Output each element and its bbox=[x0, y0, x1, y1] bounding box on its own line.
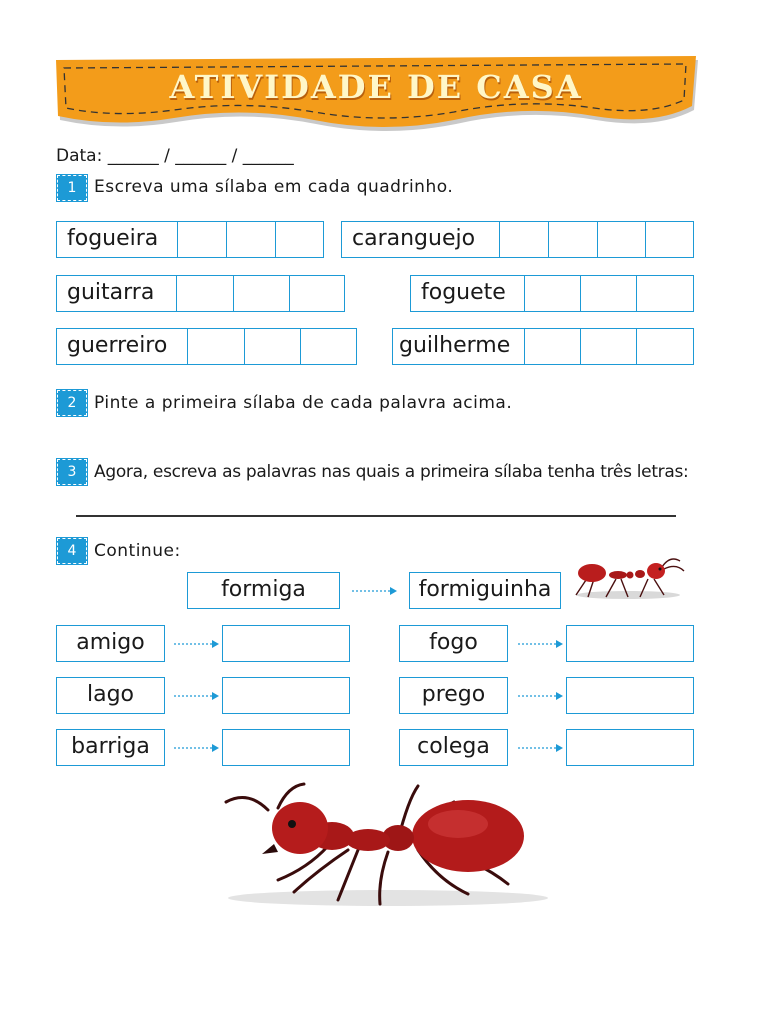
syllable-cell[interactable] bbox=[227, 222, 276, 257]
answer-box-amigo[interactable] bbox=[222, 625, 350, 662]
syllable-cell[interactable] bbox=[525, 276, 581, 311]
word-box-colega: colega bbox=[399, 729, 508, 766]
answer-box-barriga[interactable] bbox=[222, 729, 350, 766]
syllable-word: guitarra bbox=[57, 276, 177, 311]
example-word-box: formiga bbox=[187, 572, 340, 609]
question-number-2: 2 bbox=[57, 390, 87, 416]
syllable-cell[interactable] bbox=[646, 222, 693, 257]
word-box-prego: prego bbox=[399, 677, 508, 714]
syllable-cell[interactable] bbox=[598, 222, 646, 257]
syllable-word: caranguejo bbox=[342, 222, 500, 257]
arrow-icon bbox=[518, 691, 564, 701]
syllable-cell[interactable] bbox=[500, 222, 549, 257]
syllable-word: guilherme bbox=[393, 329, 525, 364]
syllable-cell[interactable] bbox=[549, 222, 598, 257]
syllable-row-fogueira bbox=[56, 221, 324, 258]
answer-line[interactable] bbox=[76, 515, 676, 517]
question-text-2: Pinte a primeira sílaba de cada palavra acima. bbox=[94, 393, 513, 413]
syllable-cell[interactable] bbox=[245, 329, 301, 364]
question-text-1: Escreva uma sílaba em cada quadrinho. bbox=[94, 177, 454, 197]
syllable-row-guerreiro bbox=[56, 328, 357, 365]
syllable-cell[interactable] bbox=[188, 329, 245, 364]
answer-box-fogo[interactable] bbox=[566, 625, 694, 662]
title-banner bbox=[54, 54, 698, 134]
syllable-word: guerreiro bbox=[57, 329, 188, 364]
syllable-cell[interactable] bbox=[637, 276, 693, 311]
banner-title: ATIVIDADE DE CASA bbox=[169, 68, 583, 106]
word-box-fogo: fogo bbox=[399, 625, 508, 662]
syllable-word: fogueira bbox=[57, 222, 178, 257]
word-box-barriga: barriga bbox=[56, 729, 165, 766]
syllable-cell[interactable] bbox=[581, 276, 637, 311]
question-number-3: 3 bbox=[57, 459, 87, 485]
question-text-4: Continue: bbox=[94, 541, 181, 561]
answer-box-prego[interactable] bbox=[566, 677, 694, 714]
arrow-icon bbox=[174, 743, 220, 753]
word-box-lago: lago bbox=[56, 677, 165, 714]
question-number-4: 4 bbox=[57, 538, 87, 564]
small-ant-illustration bbox=[566, 555, 688, 607]
large-ant-illustration bbox=[208, 780, 548, 910]
arrow-icon bbox=[174, 691, 220, 701]
arrow-icon bbox=[518, 743, 564, 753]
syllable-row-guilherme bbox=[392, 328, 694, 365]
syllable-word: foguete bbox=[411, 276, 525, 311]
syllable-cell[interactable] bbox=[301, 329, 356, 364]
answer-box-lago[interactable] bbox=[222, 677, 350, 714]
syllable-row-caranguejo bbox=[341, 221, 694, 258]
syllable-cell[interactable] bbox=[525, 329, 581, 364]
syllable-cell[interactable] bbox=[637, 329, 693, 364]
syllable-row-guitarra bbox=[56, 275, 345, 312]
date-line: Data: ______ / ______ / ______ bbox=[56, 146, 294, 166]
syllable-cell[interactable] bbox=[177, 276, 234, 311]
syllable-cell[interactable] bbox=[234, 276, 290, 311]
arrow-icon bbox=[518, 639, 564, 649]
arrow-icon bbox=[352, 586, 398, 596]
syllable-cell[interactable] bbox=[581, 329, 637, 364]
syllable-cell[interactable] bbox=[178, 222, 227, 257]
question-text-3: Agora, escreva as palavras nas quais a primeira sílaba tenha três letras: bbox=[94, 462, 689, 482]
answer-box-colega[interactable] bbox=[566, 729, 694, 766]
syllable-cell[interactable] bbox=[290, 276, 344, 311]
word-box-amigo: amigo bbox=[56, 625, 165, 662]
arrow-icon bbox=[174, 639, 220, 649]
example-answer-box: formiguinha bbox=[409, 572, 561, 609]
question-number-1: 1 bbox=[57, 175, 87, 201]
syllable-row-foguete bbox=[410, 275, 694, 312]
syllable-cell[interactable] bbox=[276, 222, 323, 257]
